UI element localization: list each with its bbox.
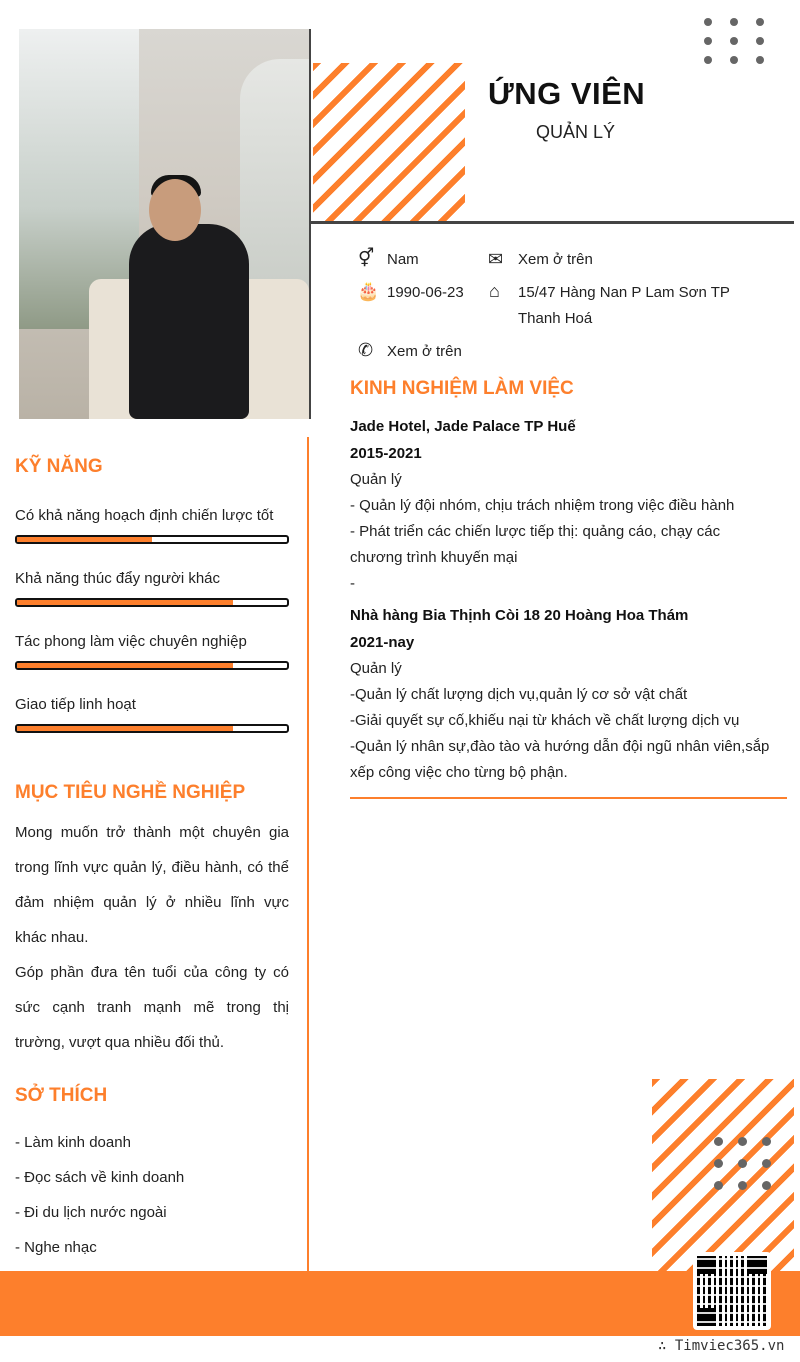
birthday-value: 1990-06-23 [387,284,464,301]
dots-decoration-top [700,14,778,71]
gender-icon: ⚥ [358,248,375,268]
skill-label: Tác phong làm việc chuyên nghiệp [15,633,247,650]
column-divider [307,437,309,1272]
profile-photo [19,29,310,419]
job-company: Jade Hotel, Jade Palace TP Huế [350,418,576,435]
brand-watermark: ∴ Timviec365.vn [658,1338,785,1354]
address-line1: 15/47 Hàng Nan P Lam Sơn TP [518,284,730,301]
candidate-name: ỨNG VIÊN [488,76,646,111]
dots-decoration-bottom [710,1133,782,1199]
photo-person [129,224,249,419]
skill-bar [15,598,289,607]
experience-job-1 [350,414,780,597]
job-line: - [350,575,355,592]
stripes-decoration-top [313,63,465,221]
skill-label: Khả năng thúc đẩy người khác [15,570,221,587]
skills-title: KỸ NĂNG [15,456,103,477]
whatsapp-icon: ✆ [358,340,374,360]
photo-frame-line [309,29,311,419]
job-line: -Quản lý chất lượng dịch vụ,quản lý cơ sở vật chất [350,686,688,703]
job-line: chương trình khuyến mại [350,549,518,566]
skill-label: Có khả năng hoạch định chiến lược tốt [15,507,274,524]
address-line2: Thanh Hoá [518,310,593,327]
job-line: -Giải quyết sự cố,khiếu nại từ khách về chất lượng dịch vụ [350,712,740,729]
goal-text [15,815,289,1060]
photo-head [149,179,201,241]
job-company: Nhà hàng Bia Thịnh Còi 18 20 Hoàng Hoa Thám [350,607,689,624]
hobby-item: - Đi du lịch nước ngoài [15,1204,167,1221]
hobbies-title: SỞ THÍCH [15,1085,108,1106]
cake-icon: 🎂 [357,281,380,301]
header-divider [311,221,794,224]
qr-code-icon[interactable] [693,1252,771,1330]
skill-fill [17,537,152,542]
job-line: xếp công việc cho từng bộ phận. [350,764,568,781]
job-line: - Phát triển các chiến lược tiếp thị: quảng cáo, chạy các [350,523,721,540]
hobby-item: - Đọc sách về kinh doanh [15,1169,185,1186]
goal-paragraph: Mong muốn trở thành một chuyên gia trong lĩnh vực quản lý, điều hành, có thể đảm nhiệm quản lý ở nhiều lĩnh vực khác nhau. [15,824,289,946]
goal-title: MỤC TIÊU NGHỀ NGHIỆP [15,782,246,803]
job-line: -Quản lý nhân sự,đào tào và hướng dẫn đội ngũ nhân viên,sắp [350,738,770,755]
job-period: 2021-nay [350,634,415,651]
hobby-item: - Làm kinh doanh [15,1134,131,1151]
job-period: 2015-2021 [350,445,422,462]
goal-paragraph: Góp phần đưa tên tuổi của công ty có sức cạnh tranh mạnh mẽ trong thị trường, vượt qua nhiều đối thủ. [15,964,289,1051]
experience-title: KINH NGHIỆM LÀM VIỆC [350,378,574,399]
skill-label: Giao tiếp linh hoạt [15,696,136,713]
skill-bar [15,661,289,670]
job-line: - Quản lý đội nhóm, chịu trách nhiệm trong việc điều hành [350,497,735,514]
email-value: Xem ở trên [518,251,593,268]
skill-bar [15,724,289,733]
home-icon: ⌂ [489,281,500,301]
envelope-icon: ✉ [488,249,504,269]
phone-value: Xem ở trên [387,343,462,360]
job-role: Quản lý [350,660,402,677]
experience-divider [350,797,787,799]
skill-fill [17,663,233,668]
skill-fill [17,600,233,605]
gender-value: Nam [387,251,419,268]
experience-job-2 [350,603,780,786]
footer-band [0,1271,800,1336]
skill-fill [17,726,233,731]
candidate-position: QUẢN LÝ [536,122,616,142]
skill-bar [15,535,289,544]
hobby-item: - Nghe nhạc [15,1239,97,1256]
job-role: Quản lý [350,471,402,488]
